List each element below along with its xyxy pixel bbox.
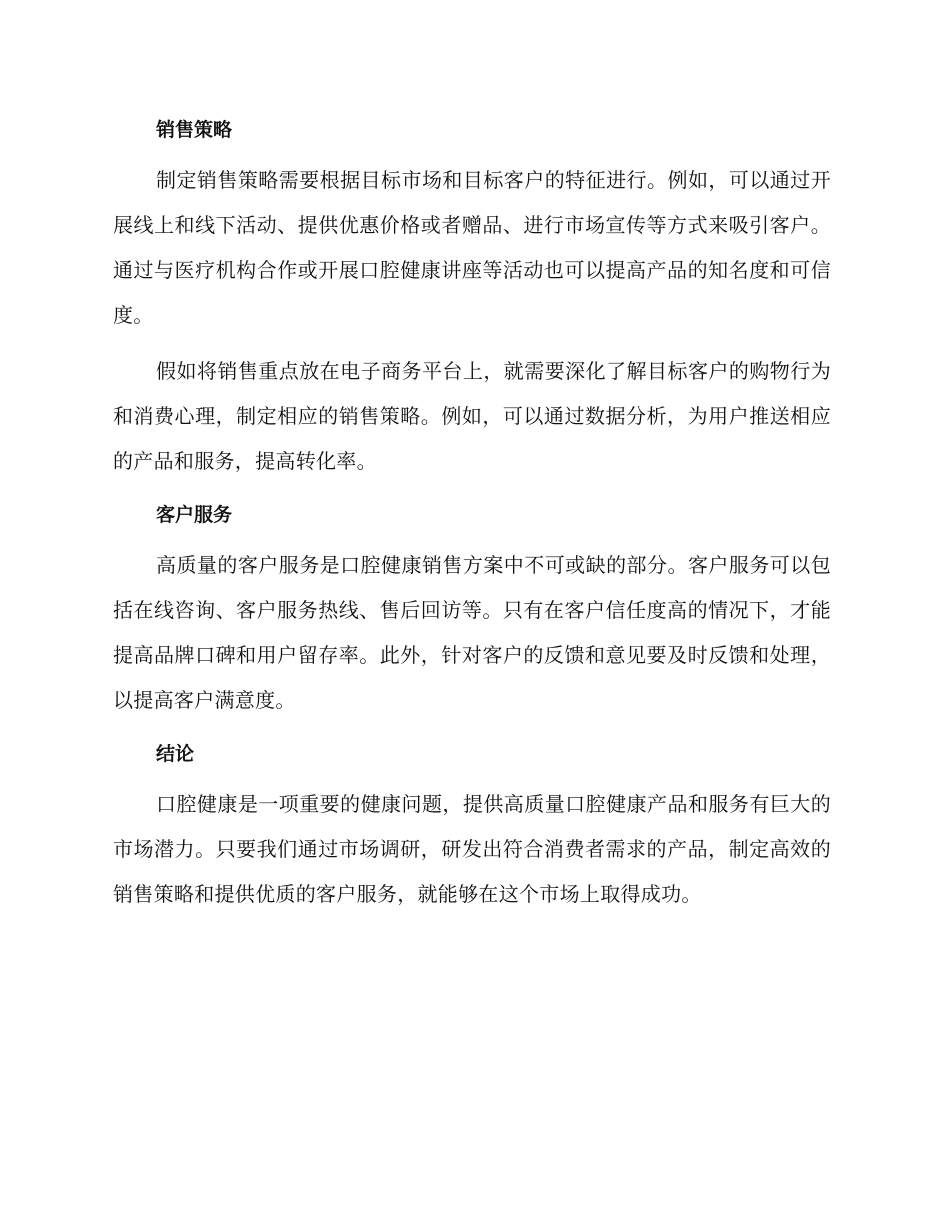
paragraph-sales-strategy-1: 制定销售策略需要根据目标市场和目标客户的特征进行。例如，可以通过开展线上和线下活动、提供优惠价格或者赠品、进行市场宣传等方式来吸引客户。通过与医疗机构合作或开展口腔健康讲座等活动也可以提高产品的知名度和可信度。 [113, 168, 831, 327]
document-page [113, 110, 831, 928]
paragraph-customer-service-1: 高质量的客户服务是口腔健康销售方案中不可或缺的部分。客户服务可以包括在线咨询、客户服务热线、售后回访等。只有在客户信任度高的情况下，才能提高品牌口碑和用户留存率。此外，针对客户的反馈和意见要及时反馈和处理，以提高客户满意度。 [113, 553, 831, 712]
paragraph-sales-strategy-2: 假如将销售重点放在电子商务平台上，就需要深化了解目标客户的购物行为和消费心理，制定相应的销售策略。例如，可以通过数据分析，为用户推送相应的产品和服务，提高转化率。 [113, 359, 831, 473]
paragraph-conclusion-1: 口腔健康是一项重要的健康问题，提供高质量口腔健康产品和服务有巨大的市场潜力。只要我们通过市场调研，研发出符合消费者需求的产品，制定高效的销售策略和提供优质的客户服务，就能够在这个市场上取得成功。 [113, 792, 831, 906]
section-heading-conclusion: 结论 [156, 743, 195, 765]
section-heading-sales-strategy: 销售策略 [156, 119, 233, 141]
section-heading-customer-service: 客户服务 [156, 504, 233, 526]
